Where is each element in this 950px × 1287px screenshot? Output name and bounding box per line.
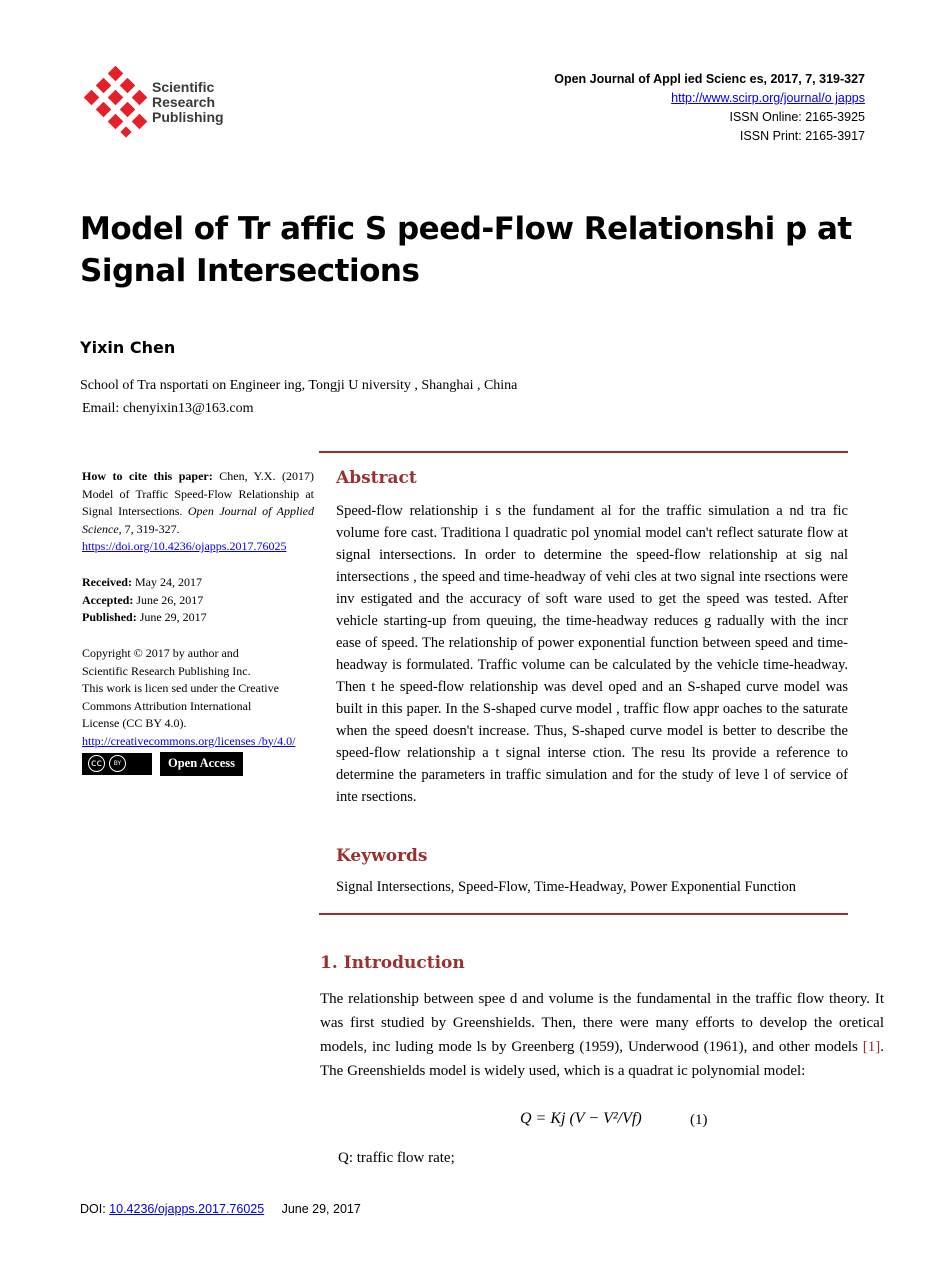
variable-definition: Q: traffic flow rate; xyxy=(338,1150,455,1166)
issn-print: ISSN Print: 2165-3917 xyxy=(739,129,865,143)
journal-header xyxy=(554,70,865,146)
doi-link[interactable]: https://doi.org/10.4236/ojapps.2017.76025 xyxy=(82,539,287,553)
copyright-line1: Copyright © 2017 by author and xyxy=(82,646,239,660)
logo-diamonds-icon xyxy=(84,66,147,138)
cc-icon: cc xyxy=(88,755,105,772)
introduction-heading: 1. Introduction xyxy=(320,953,465,973)
bottom-divider xyxy=(319,913,848,915)
license-line1: This work is licen sed under the Creative xyxy=(82,681,279,695)
abstract-text: Speed-flow relationship i s the fundament al for the traffic simulation a nd tra fic volume fore cast. Traditiona l quadratic pol ynomial model can't reflect saturate flow at signal intersections. In order to determine the speed-flow relationship at sig nal intersections , the speed and time-headway of vehi cles at two signal inte rsections were inv estigated and the accuracy of soft ware used to get the speed was tested. After vehicle starting-up from queuing, the time-headway reduces g radually with the incr ease of speed. The relationship of power exponential function between speed and time-headway is formulated. Traffic volume can be calculated by the vehicle time-headway. Then t he speed-flow relationship was devel oped and an S-shaped curve model was built in this paper. In the S-shaped curve model , traffic flow appr oaches to the saturate when the speed doesn't increase. Thus, S-shaped curve model is better to describe the speed-flow relationship a t signal interse ction. The resu lts provide a reference to determine the parameters in traffic simulation and for the study of leve l of service of inte rsections. xyxy=(336,503,848,805)
keywords-text: Signal Intersections, Speed-Flow, Time-Headway, Power Exponential Function xyxy=(336,879,797,895)
by-icon: BY xyxy=(109,755,126,772)
affiliation: School of Tra nsportati on Engineer ing, Tongji U niversity , Shanghai , China xyxy=(80,378,518,393)
introduction-paragraph xyxy=(320,987,884,1083)
citation-block xyxy=(82,468,314,556)
intro-text-after: . The Greenshields model is widely used, which is a quadrat ic polynomial model: xyxy=(320,1039,884,1079)
published-date: June 29, 2017 xyxy=(136,610,207,624)
intro-text-before: The relationship between spee d and volume is the fundamental in the traffic flow theory. It was first studied by Greenshields. Then, there were many efforts to develop the oretical models, inc luding mode ls by Greenberg (1959), Underwood (1961), and other models xyxy=(320,991,884,1055)
license-block xyxy=(82,645,314,776)
paper-title-line1: Model of Tr affic S peed-Flow Relationshi p at xyxy=(80,211,852,247)
paper-title xyxy=(80,208,880,292)
author-email: Email: chenyixin13@163.com xyxy=(82,401,254,416)
publisher-name xyxy=(152,80,224,125)
journal-title: Open Journal of Appl ied Scienc es, 2017, 7, 319-327 xyxy=(554,72,865,86)
cite-journal: Open Journal of Applied Science xyxy=(82,504,315,536)
cite-text: Chen, Y.X. (2017) Model of Traffic Speed-Flow Relationship at Signal Intersections. xyxy=(82,469,314,518)
reference-link[interactable]: [1] xyxy=(862,1039,881,1055)
received-date: May 24, 2017 xyxy=(131,575,202,589)
cc-by-badge[interactable] xyxy=(82,753,152,775)
author-name: Yixin Chen xyxy=(80,338,176,357)
equation-number: (1) xyxy=(690,1112,708,1128)
dates-block xyxy=(82,574,314,627)
published-label: Published: xyxy=(82,610,137,624)
publisher-name-line2: Research xyxy=(152,94,216,110)
open-access-badge: Open Access xyxy=(160,752,243,776)
publisher-name-line1: Scientific xyxy=(152,79,215,95)
journal-url-link[interactable]: http://www.scirp.org/journal/o japps xyxy=(671,91,865,105)
issn-online: ISSN Online: 2165-3925 xyxy=(729,110,865,124)
footer-doi-link[interactable]: 10.4236/ojapps.2017.76025 xyxy=(109,1202,265,1216)
publisher-name-line3: Publishing xyxy=(152,109,224,125)
accepted-date: June 26, 2017 xyxy=(133,592,204,607)
received-label: Received: xyxy=(82,575,132,589)
footer-date: June 29, 2017 xyxy=(281,1202,361,1216)
license-line3: License (CC BY 4.0). xyxy=(82,716,187,730)
abstract-heading: Abstract xyxy=(336,468,417,488)
accepted-label: Accepted: xyxy=(82,592,134,607)
top-divider xyxy=(319,451,848,453)
keywords-heading: Keywords xyxy=(336,846,428,866)
copyright-line2: Scientific Research Publishing Inc. xyxy=(82,663,251,678)
license-link[interactable]: http://creativecommons.org/licenses /by/4.0/ xyxy=(82,733,296,748)
paper-title-line2: Signal Intersections xyxy=(80,253,420,289)
cite-label: How to cite this paper: xyxy=(82,469,213,483)
license-line2: Commons Attribution International xyxy=(82,698,252,713)
footer-doi-label: DOI: xyxy=(80,1202,110,1216)
footer xyxy=(80,1202,361,1216)
cite-volume: , 7, 319-327. xyxy=(118,521,180,536)
equation: Q = Kj (V − V²/Vf) xyxy=(520,1110,642,1127)
